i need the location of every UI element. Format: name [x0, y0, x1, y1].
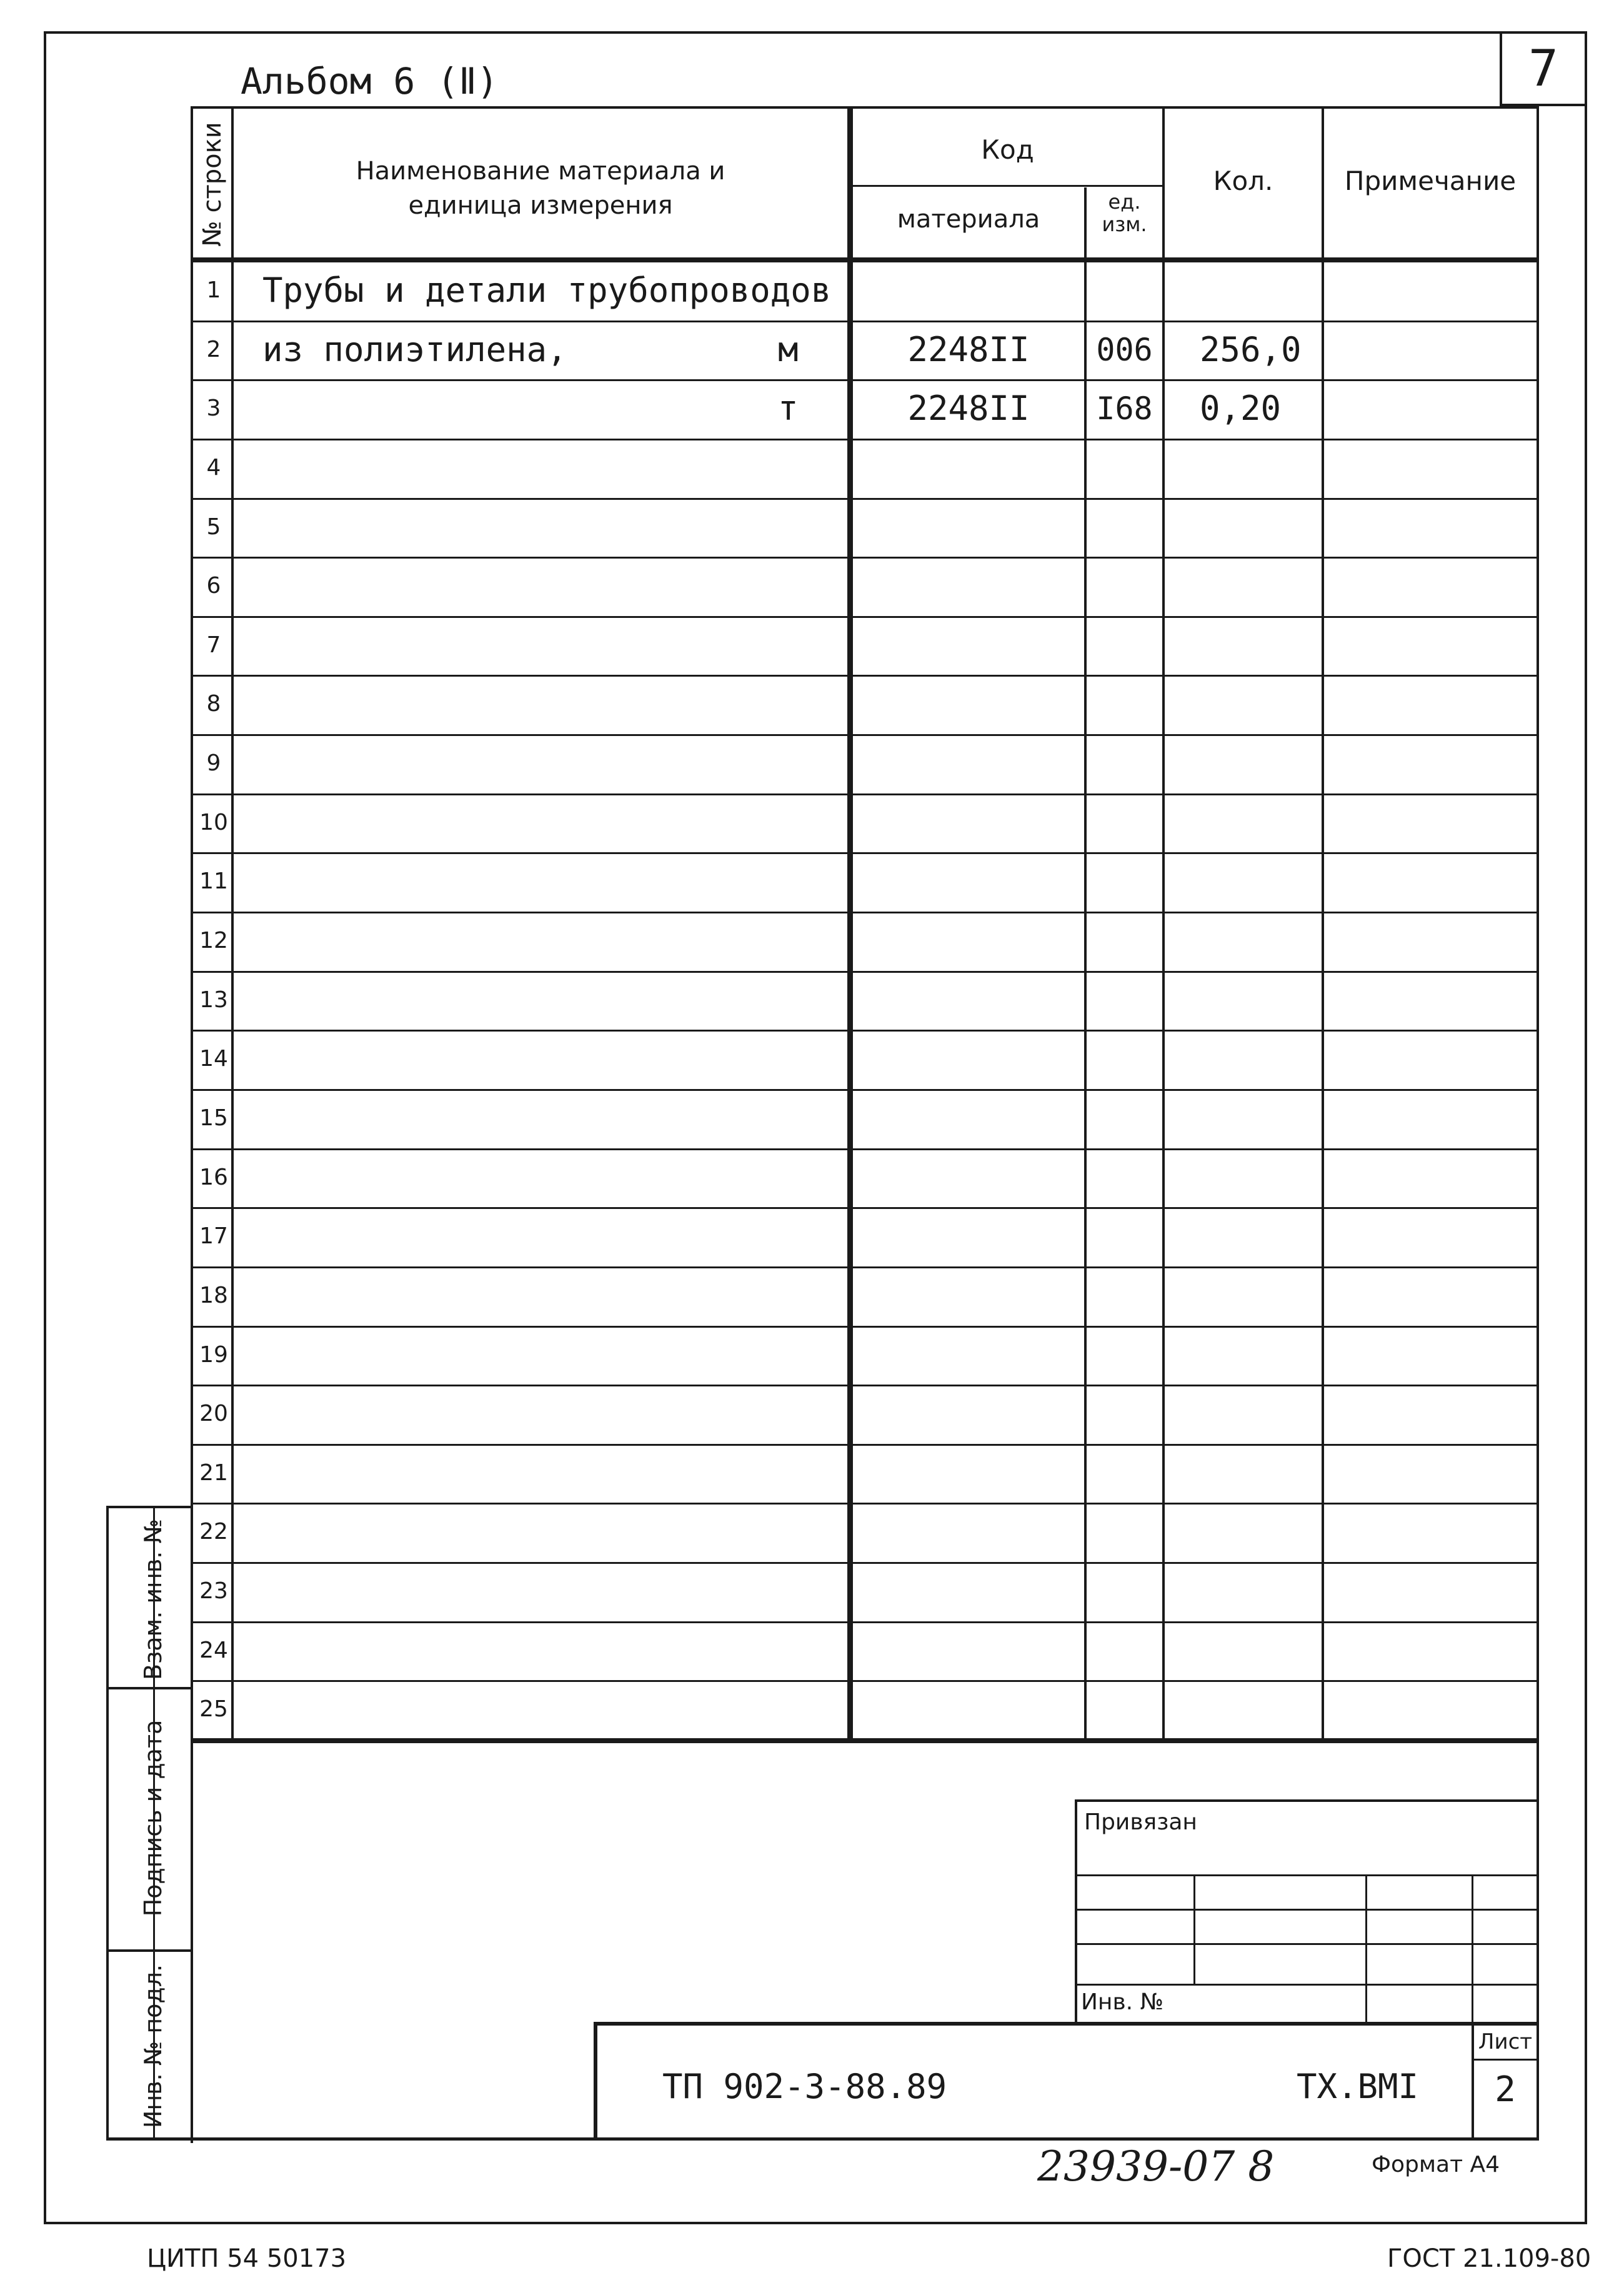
row-number: 16 — [199, 1165, 228, 1190]
row-quantity: 256,0 — [1200, 330, 1302, 369]
row-line — [191, 1385, 1539, 1386]
row-line — [191, 498, 1539, 500]
format-label: Формат А4 — [1372, 2152, 1500, 2177]
row-line — [191, 1089, 1539, 1091]
stamp-inv-podl: Инв. № подл. — [139, 1964, 167, 2129]
footer-left: ЦИТП 54 50173 — [147, 2244, 347, 2273]
header-code: Код — [981, 134, 1034, 165]
row-line — [191, 675, 1539, 677]
row-line — [191, 1326, 1539, 1328]
header-note: Примечание — [1344, 166, 1517, 196]
row-material-code: 2248II — [907, 389, 1030, 428]
row-number: 14 — [199, 1046, 228, 1072]
row-number: 9 — [206, 750, 221, 776]
row-line — [191, 1680, 1539, 1682]
sheet-number: 2 — [1495, 2069, 1516, 2110]
row-number: 1 — [206, 277, 221, 303]
header-name-line2: единица измерения — [408, 191, 673, 220]
row-line — [191, 1030, 1539, 1032]
stamp-podpis: Подпись и дата — [139, 1719, 167, 1917]
privyazan-label: Привязан — [1084, 1809, 1197, 1835]
designation-right: ТХ.ВМI — [1297, 2067, 1419, 2106]
row-line — [191, 1503, 1539, 1505]
row-number: 2 — [206, 337, 221, 362]
row-line — [191, 616, 1539, 618]
inv-no-label: Инв. № — [1081, 1989, 1164, 2015]
header-code-unit: ед. изм. — [1102, 190, 1147, 236]
header-qty: Кол. — [1213, 166, 1273, 196]
row-quantity: 0,20 — [1200, 389, 1282, 428]
handwritten-code: 23939-07 8 — [1037, 2142, 1275, 2191]
row-line — [191, 1562, 1539, 1564]
row-material-code: 2248II — [907, 330, 1030, 369]
row-number: 5 — [206, 514, 221, 540]
row-unit-code: 006 — [1096, 332, 1153, 368]
row-unit: м — [778, 330, 799, 369]
row-line — [191, 439, 1539, 440]
header-code-material: материала — [897, 205, 1040, 234]
row-line — [191, 1621, 1539, 1623]
row-number: 6 — [206, 573, 221, 599]
row-number: 20 — [199, 1401, 228, 1426]
row-line — [191, 912, 1539, 913]
row-name: Трубы и детали трубопроводов — [262, 271, 832, 310]
row-line — [191, 557, 1539, 559]
sheet-label: Лист — [1478, 2029, 1533, 2054]
album-title: Альбом 6 (Ⅱ) — [241, 60, 499, 102]
row-unit-code: I68 — [1096, 390, 1153, 427]
stamp-vzam: Взам. инв. № — [139, 1519, 167, 1681]
row-number: 22 — [199, 1519, 228, 1544]
row-number: 3 — [206, 395, 221, 421]
row-unit: т — [778, 389, 799, 428]
header-row-no: № строки — [198, 122, 227, 247]
row-number: 4 — [206, 455, 221, 480]
page-number: 7 — [1528, 39, 1559, 97]
row-line — [191, 734, 1539, 736]
row-line — [191, 971, 1539, 973]
row-number: 7 — [206, 632, 221, 658]
row-number: 25 — [199, 1696, 228, 1722]
row-line — [191, 852, 1539, 854]
row-number: 17 — [199, 1223, 228, 1249]
row-number: 10 — [199, 810, 228, 835]
footer-right: ГОСТ 21.109-80 — [1387, 2244, 1592, 2273]
row-line — [191, 1266, 1539, 1268]
row-line — [191, 379, 1539, 381]
row-number: 21 — [199, 1460, 228, 1486]
row-number: 12 — [199, 928, 228, 953]
row-number: 8 — [206, 691, 221, 717]
row-number: 24 — [199, 1638, 228, 1663]
row-number: 23 — [199, 1578, 228, 1604]
row-line — [191, 793, 1539, 795]
designation-left: ТП 902-3-88.89 — [662, 2067, 947, 2106]
row-number: 13 — [199, 987, 228, 1013]
row-number: 19 — [199, 1342, 228, 1368]
row-line — [191, 321, 1539, 322]
header-name-line1: Наименование материала и — [356, 157, 725, 186]
row-line — [191, 1207, 1539, 1209]
row-name: из полиэтилена, — [262, 330, 567, 369]
row-line — [191, 1148, 1539, 1150]
row-number: 11 — [199, 868, 228, 894]
row-number: 15 — [199, 1105, 228, 1131]
row-number: 18 — [199, 1283, 228, 1308]
row-line — [191, 1444, 1539, 1446]
